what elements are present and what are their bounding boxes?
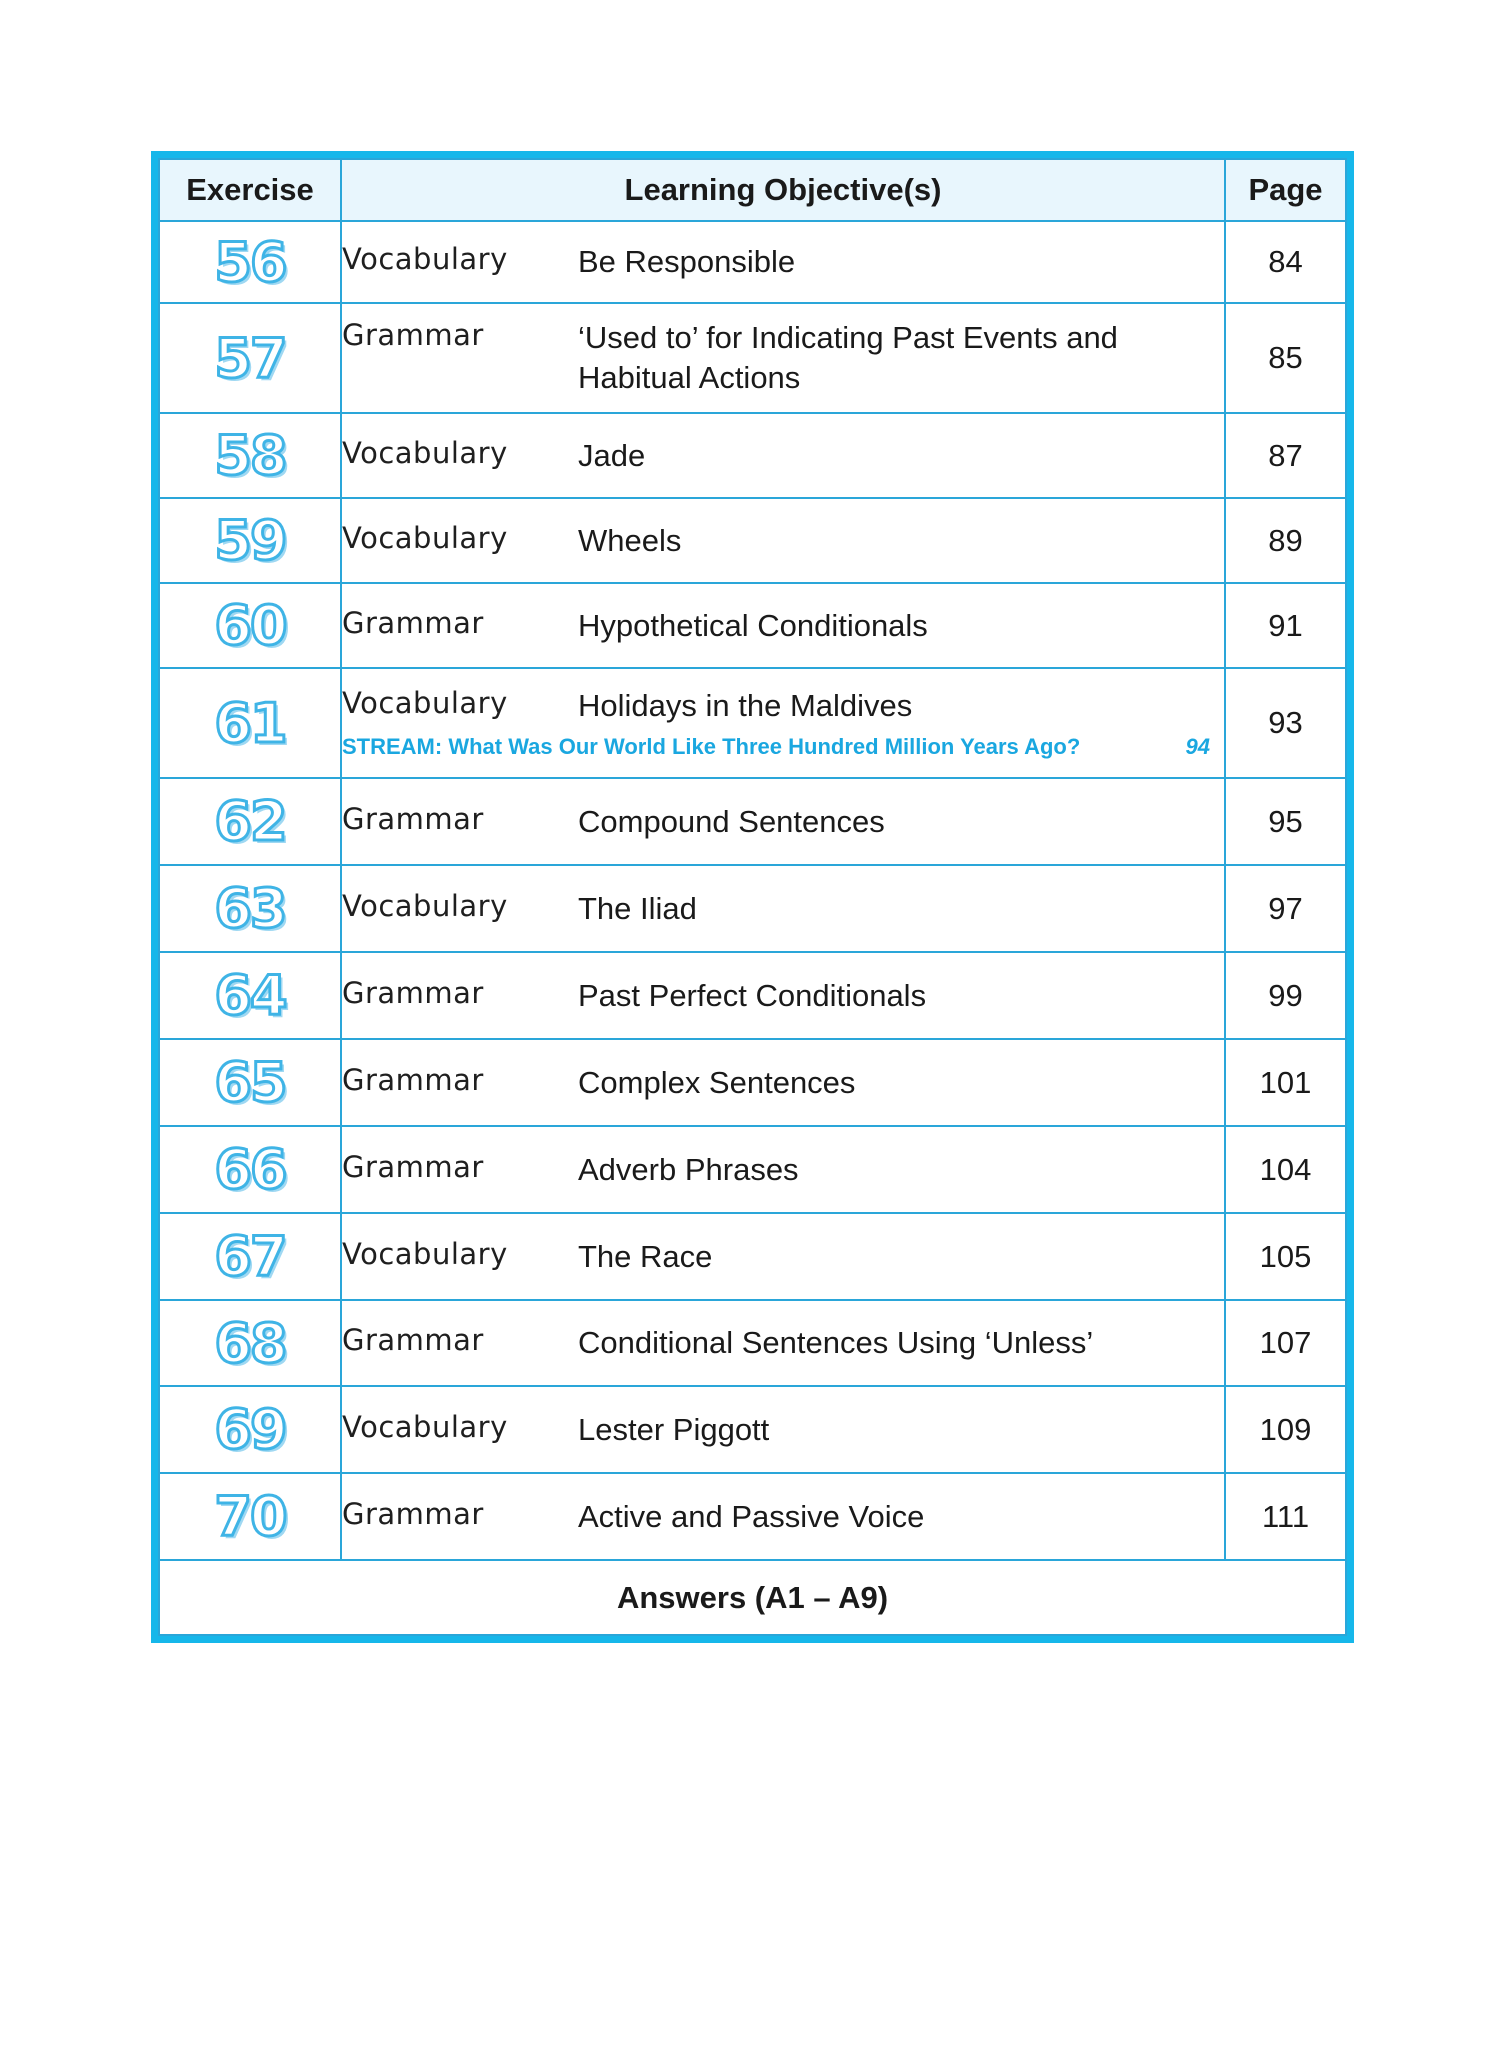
- exercise-cell: [159, 1039, 341, 1126]
- objective-line: [342, 889, 1224, 929]
- objective-line: [342, 1323, 1224, 1363]
- page-number: 84: [1225, 221, 1346, 303]
- exercise-cell: [159, 952, 341, 1039]
- toc-row[interactable]: [159, 1039, 1346, 1126]
- objective-title[interactable]: The Race: [578, 1238, 713, 1274]
- stream-line[interactable]: [342, 734, 1224, 760]
- objective-title[interactable]: Past Perfect Conditionals: [578, 977, 927, 1013]
- objective-cell: [341, 1473, 1225, 1560]
- objective-cell: [341, 1039, 1225, 1126]
- toc-table: [158, 158, 1347, 1636]
- toc-row[interactable]: [159, 1300, 1346, 1386]
- objective-line: [342, 436, 1224, 476]
- exercise-cell: [159, 303, 341, 413]
- exercise-cell: [159, 668, 341, 778]
- exercise-number: 61: [214, 691, 286, 755]
- objective-line: [342, 686, 1224, 726]
- category-label: Vocabulary: [342, 1409, 508, 1444]
- exercise-cell: [159, 1386, 341, 1473]
- exercise-cell: [159, 583, 341, 668]
- page-number: 107: [1225, 1300, 1346, 1386]
- page-number: 89: [1225, 498, 1346, 583]
- objective-cell: [341, 1213, 1225, 1300]
- objective-line: [342, 1150, 1224, 1190]
- page-number: 111: [1225, 1473, 1346, 1560]
- objective-line: [342, 1410, 1224, 1450]
- toc-row[interactable]: [159, 413, 1346, 498]
- page-number: 99: [1225, 952, 1346, 1039]
- exercise-cell: [159, 1126, 341, 1213]
- exercise-number: 63: [214, 877, 286, 940]
- objective-cell: [341, 1386, 1225, 1473]
- category-label: Grammar: [342, 1496, 484, 1531]
- category-label: Vocabulary: [342, 520, 508, 555]
- header-objective: Learning Objective(s): [341, 159, 1225, 221]
- exercise-cell: [159, 1300, 341, 1386]
- page-number: 109: [1225, 1386, 1346, 1473]
- exercise-cell: [159, 865, 341, 952]
- category-label: Vocabulary: [342, 1236, 508, 1271]
- exercise-cell: [159, 778, 341, 865]
- exercise-number: 69: [214, 1398, 286, 1461]
- exercise-number: 66: [214, 1138, 286, 1201]
- objective-title[interactable]: Wheels: [578, 522, 682, 558]
- objective-title[interactable]: Lester Piggott: [578, 1411, 770, 1447]
- objective-line: [342, 1237, 1224, 1277]
- objective-cell: [341, 778, 1225, 865]
- page-number: 87: [1225, 413, 1346, 498]
- objective-line: [342, 802, 1224, 842]
- toc-row[interactable]: [159, 498, 1346, 583]
- toc-row[interactable]: [159, 778, 1346, 865]
- category-label: Vocabulary: [342, 888, 508, 923]
- objective-cell: [341, 583, 1225, 668]
- objective-cell: [341, 498, 1225, 583]
- exercise-number: 64: [214, 964, 286, 1027]
- objective-cell: [341, 1126, 1225, 1213]
- page-number: 91: [1225, 583, 1346, 668]
- objective-cell: [341, 413, 1225, 498]
- category-label: Vocabulary: [342, 242, 508, 276]
- exercise-cell: [159, 221, 341, 303]
- page-number: 93: [1225, 668, 1346, 778]
- objective-title[interactable]: Adverb Phrases: [578, 1151, 799, 1187]
- objective-line: [342, 521, 1224, 561]
- category-label: Grammar: [342, 1062, 484, 1097]
- category-label: Grammar: [342, 1149, 484, 1184]
- objective-line: [342, 1063, 1224, 1103]
- category-label: Vocabulary: [342, 686, 508, 720]
- objective-title[interactable]: The Iliad: [578, 890, 697, 926]
- exercise-cell: [159, 1213, 341, 1300]
- page-number: 85: [1225, 303, 1346, 413]
- exercise-number: 67: [214, 1225, 286, 1288]
- objective-title[interactable]: Complex Sentences: [578, 1064, 856, 1100]
- exercise-number: 65: [214, 1051, 286, 1114]
- objective-title[interactable]: Be Responsible: [578, 244, 796, 279]
- category-label: Vocabulary: [342, 435, 508, 470]
- answers-row: [159, 1560, 1346, 1635]
- stream-page: 94: [1185, 734, 1210, 759]
- page-number: 95: [1225, 778, 1346, 865]
- category-label: Grammar: [342, 605, 484, 640]
- answers-label[interactable]: Answers (A1 – A9): [159, 1560, 1346, 1635]
- exercise-number: 62: [214, 790, 286, 853]
- category-label: Grammar: [342, 975, 484, 1010]
- header-exercise: Exercise: [159, 159, 341, 221]
- exercise-number: 59: [214, 509, 286, 572]
- toc-row[interactable]: [159, 1386, 1346, 1473]
- header-page: Page: [1225, 159, 1346, 221]
- toc-row[interactable]: [159, 1126, 1346, 1213]
- toc-row[interactable]: [159, 221, 1346, 303]
- objective-title[interactable]: Conditional Sentences Using ‘Unless’: [578, 1325, 1094, 1360]
- page-number: 104: [1225, 1126, 1346, 1213]
- header-row: [159, 159, 1346, 221]
- toc-row[interactable]: [159, 1213, 1346, 1300]
- objective-title[interactable]: ‘Used to’ for Indicating Past Events and Habitual Actions: [578, 320, 1118, 395]
- exercise-number: 60: [214, 594, 286, 657]
- toc-row[interactable]: [159, 1473, 1346, 1560]
- objective-line: [342, 318, 1224, 398]
- toc-row[interactable]: [159, 952, 1346, 1039]
- category-label: Grammar: [342, 801, 484, 836]
- page-number: 97: [1225, 865, 1346, 952]
- objective-title[interactable]: Compound Sentences: [578, 803, 885, 839]
- exercise-number: 70: [214, 1485, 286, 1548]
- objective-title[interactable]: Holidays in the Maldives: [578, 688, 913, 723]
- toc-body: [159, 221, 1346, 1560]
- stream-title: STREAM: What Was Our World Like Three Hundred Million Years Ago?: [342, 734, 1081, 759]
- objective-cell: [341, 865, 1225, 952]
- objective-title[interactable]: Jade: [578, 437, 646, 473]
- exercise-number: 68: [214, 1311, 286, 1375]
- objective-line: [342, 606, 1224, 646]
- toc-row[interactable]: [159, 583, 1346, 668]
- objective-title[interactable]: Active and Passive Voice: [578, 1498, 925, 1534]
- page-number: 101: [1225, 1039, 1346, 1126]
- toc-row[interactable]: [159, 303, 1346, 413]
- exercise-cell: [159, 1473, 341, 1560]
- exercise-number: 56: [214, 230, 286, 294]
- exercise-cell: [159, 413, 341, 498]
- objective-title[interactable]: Hypothetical Conditionals: [578, 607, 928, 643]
- objective-line: [342, 1497, 1224, 1537]
- toc-row[interactable]: [159, 668, 1346, 778]
- objective-cell: [341, 221, 1225, 303]
- toc-row[interactable]: [159, 865, 1346, 952]
- page-number: 105: [1225, 1213, 1346, 1300]
- exercise-number: 57: [214, 326, 286, 390]
- objective-line: [342, 976, 1224, 1016]
- objective-cell: [341, 668, 1225, 778]
- exercise-number: 58: [214, 424, 286, 487]
- objective-cell: [341, 303, 1225, 413]
- objective-cell: [341, 1300, 1225, 1386]
- exercise-cell: [159, 498, 341, 583]
- objective-line: [342, 242, 1224, 282]
- category-label: Grammar: [342, 1323, 484, 1357]
- table-of-contents: [151, 151, 1354, 1643]
- category-label: Grammar: [342, 318, 484, 352]
- objective-cell: [341, 952, 1225, 1039]
